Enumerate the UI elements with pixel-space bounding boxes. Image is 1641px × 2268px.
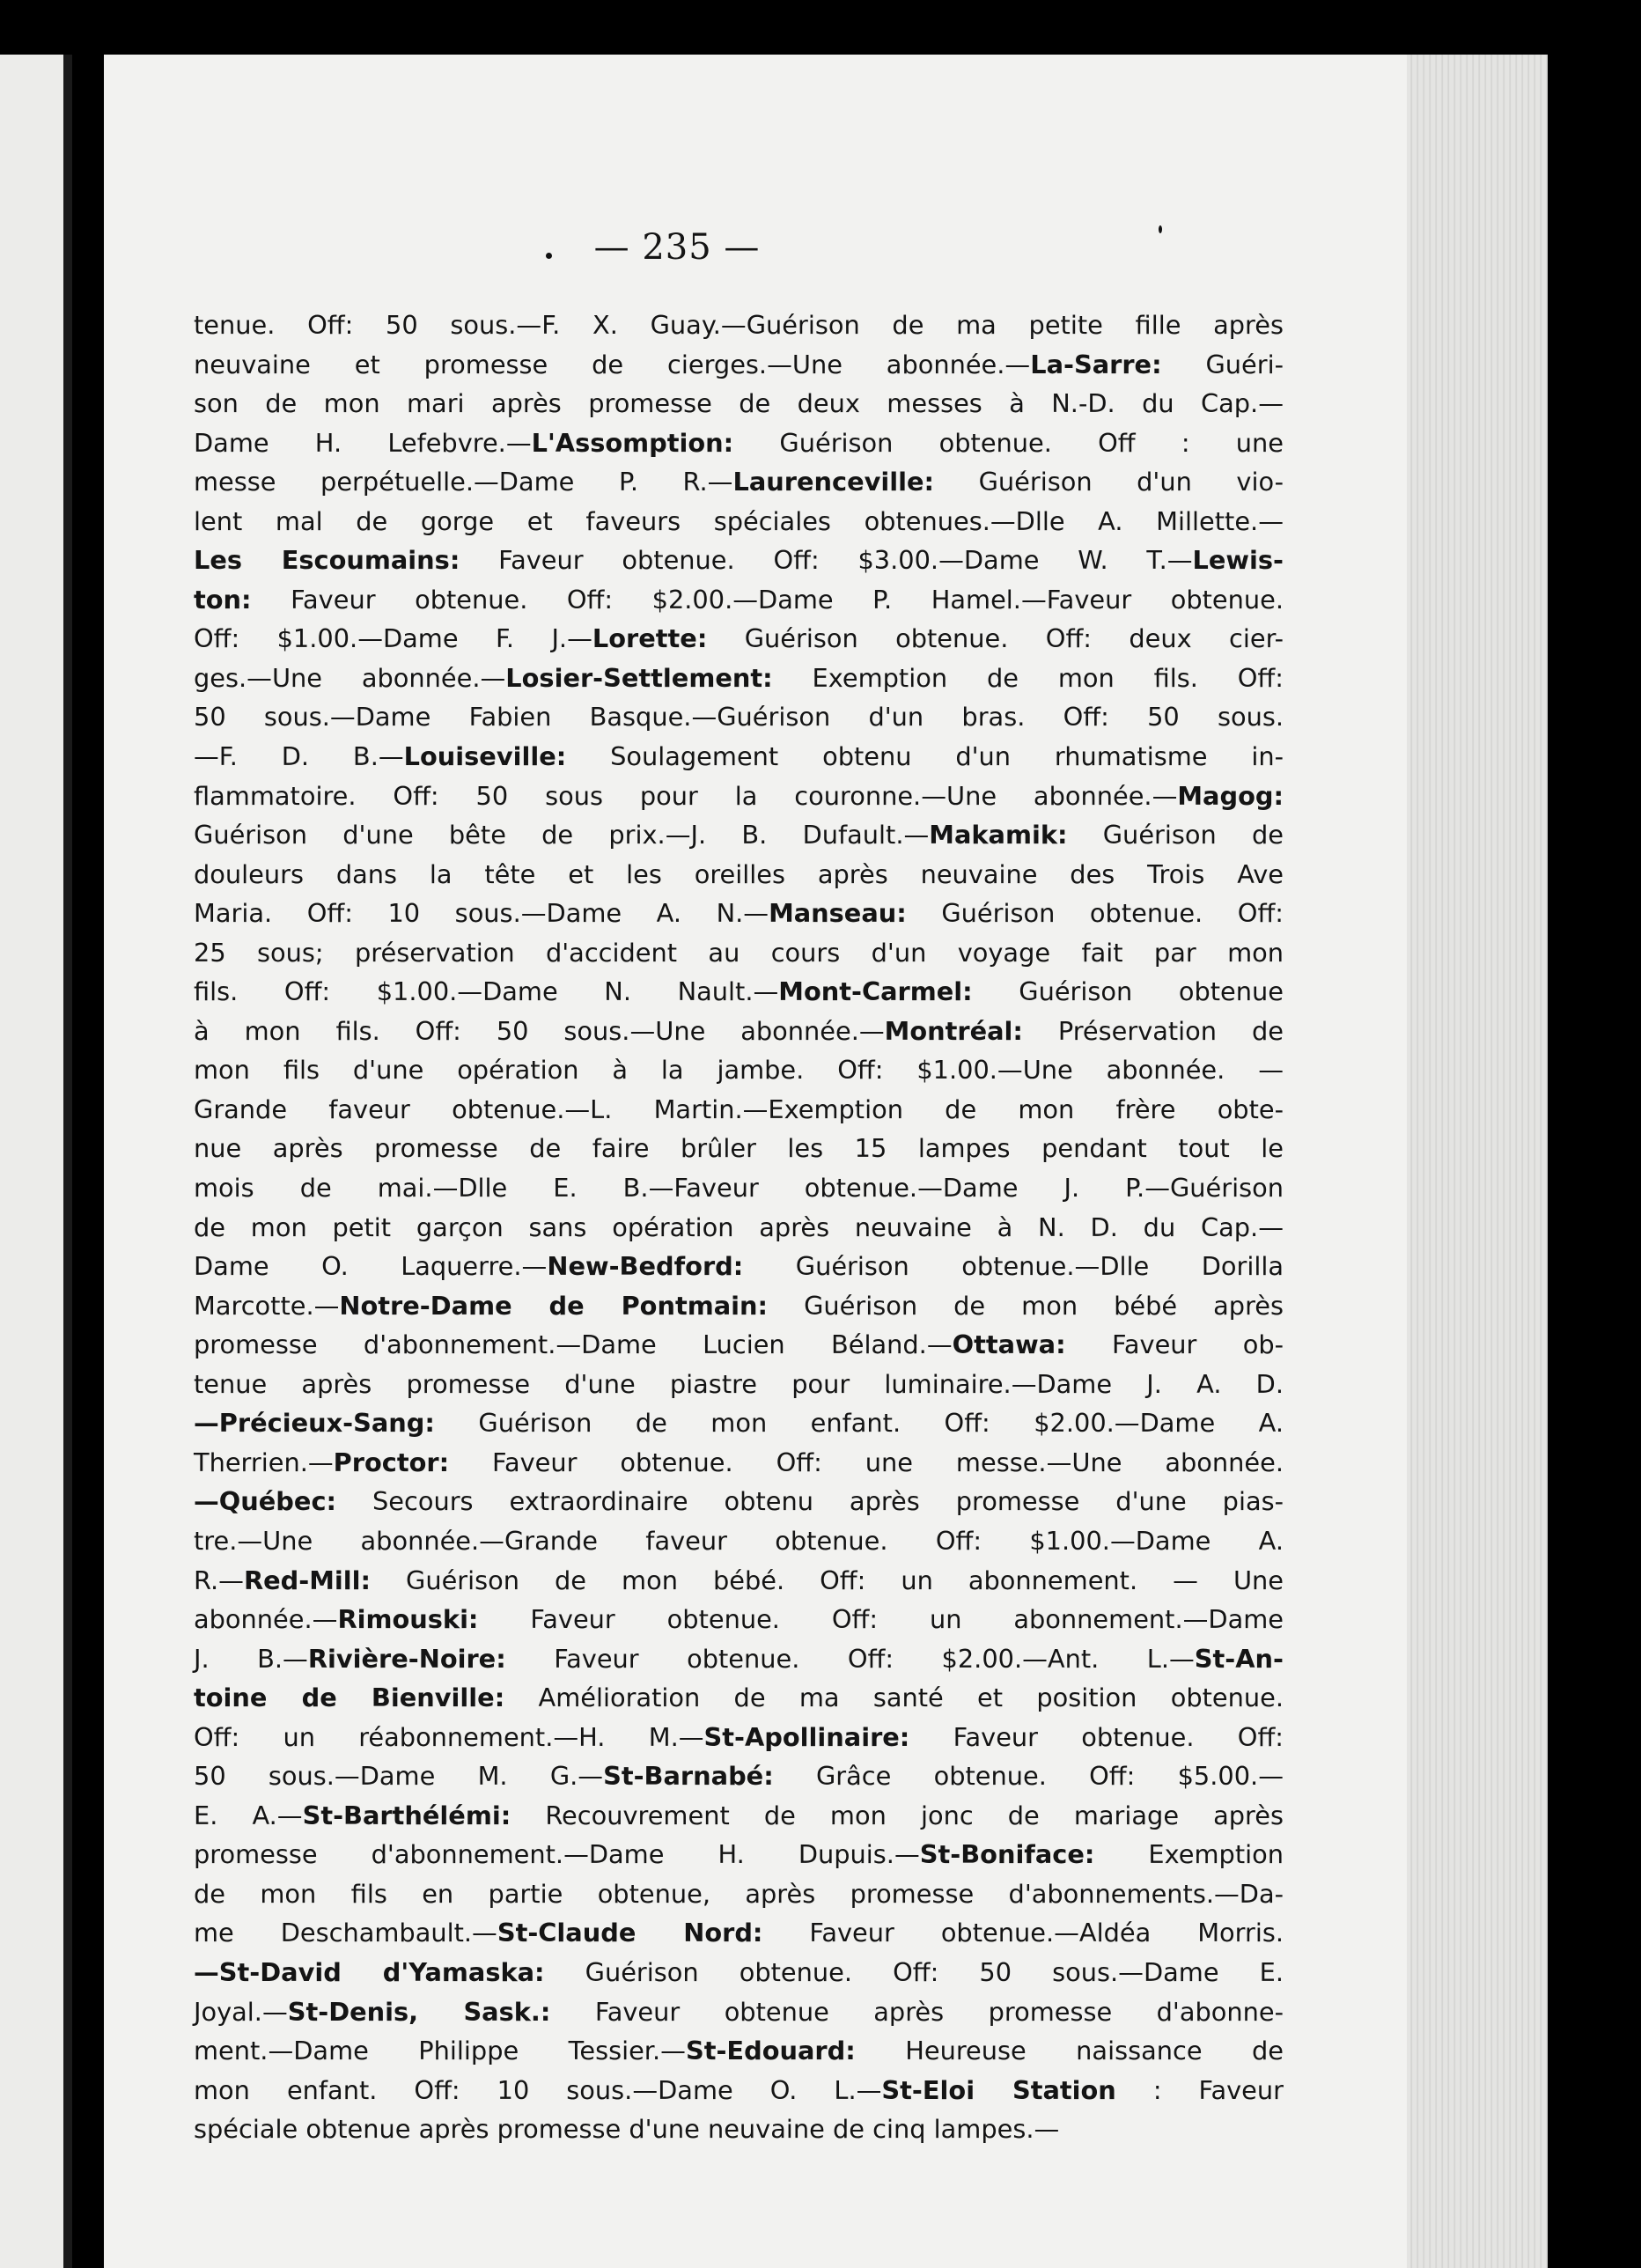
- text-run: Amélioration de ma santé et position obtenue.: [504, 1683, 1284, 1713]
- text-run: Grâce obtenue. Off: $5.00.—: [773, 1761, 1284, 1792]
- text-run: Off: $1.00.—Dame F. J.—: [194, 623, 592, 654]
- text-run: 25 sous; préservation d'accident au cours d'un voyage fait par mon: [194, 937, 1284, 968]
- place-name: —Québec:: [194, 1486, 337, 1517]
- text-run: Recouvrement de mon jonc de mariage après: [511, 1800, 1284, 1830]
- place-name: ton:: [194, 584, 252, 615]
- text-line: [194, 972, 1284, 1012]
- place-name: Notre-Dame de Pontmain:: [339, 1290, 769, 1321]
- text-run: Guérison obtenue. Off : une: [733, 427, 1284, 458]
- text-line: [194, 697, 1284, 737]
- place-name: —Précieux-Sang:: [194, 1408, 435, 1439]
- text-line: [194, 1992, 1284, 2032]
- place-name: Mont-Carmel:: [778, 976, 973, 1007]
- text-run: Guérison obtenue: [972, 976, 1284, 1007]
- text-run: à mon fils. Off: 50 sous.—Une abonnée.—: [194, 1015, 885, 1046]
- place-name: Makamik:: [929, 820, 1068, 850]
- text-run: Guérison obtenue. Off: 50 sous.—Dame E.: [544, 1956, 1284, 1987]
- text-run: lent mal de gorge et faveurs spéciales obtenues.—Dlle A. Millette.—: [194, 505, 1284, 536]
- text-run: Faveur obtenue après promesse d'abonne-: [550, 1996, 1284, 2027]
- text-run: Maria. Off: 10 sous.—Dame A. N.—: [194, 898, 769, 929]
- place-name: Losier-Settlement:: [505, 662, 773, 693]
- place-name: Rivière-Noire:: [307, 1643, 506, 1674]
- text-line: [194, 502, 1284, 541]
- text-run: ges.—Une abonnée.—: [194, 662, 506, 693]
- place-name: Laurenceville:: [732, 467, 935, 497]
- text-line: [194, 1090, 1284, 1130]
- text-line: [194, 815, 1284, 855]
- text-line: [194, 1561, 1284, 1601]
- text-line: [194, 1639, 1284, 1679]
- text-run: Guérison d'un vio-: [934, 467, 1284, 497]
- text-line: [194, 1168, 1284, 1208]
- text-line: [194, 384, 1284, 423]
- text-line: [194, 580, 1284, 620]
- text-run: Exemption de mon fils. Off:: [772, 662, 1284, 693]
- text-run: 50 sous.—Dame M. G.—: [194, 1761, 604, 1792]
- text-run: mon enfant. Off: 10 sous.—Dame O. L.—: [194, 2074, 882, 2105]
- text-line: [194, 1403, 1284, 1443]
- text-run: tenue. Off: 50 sous.—F. X. Guay.—Guérison de ma petite fille après: [194, 310, 1284, 340]
- text-line: [194, 1874, 1284, 1914]
- text-line: [194, 1718, 1284, 1757]
- text-line: [194, 933, 1284, 973]
- place-name: St-Edouard:: [685, 2036, 856, 2066]
- text-run: E. A.—: [194, 1800, 303, 1830]
- text-line: [194, 1678, 1284, 1718]
- text-run: 50 sous.—Dame Fabien Basque.—Guérison d'un bras. Off: 50 sous.: [194, 702, 1284, 733]
- text-run: son de mon mari après promesse de deux messes à N.-D. du Cap.—: [194, 388, 1284, 419]
- text-run: Grande faveur obtenue.—L. Martin.—Exemption de mon frère obte-: [194, 1094, 1284, 1124]
- text-run: spéciale obtenue après promesse d'une neuvaine de cinq lampes.—: [194, 2114, 1060, 2145]
- text-line: [194, 1953, 1284, 1992]
- text-run: nue après promesse de faire brûler les 15 lampes pendant tout le: [194, 1133, 1284, 1164]
- text-line: [194, 2071, 1284, 2110]
- text-line: [194, 1050, 1284, 1090]
- text-run: promesse d'abonnement.—Dame H. Dupuis.—: [194, 1839, 920, 1870]
- text-line: [194, 1443, 1284, 1483]
- text-line: [194, 619, 1284, 659]
- text-run: Dame O. Laquerre.—: [194, 1251, 548, 1282]
- place-name: Red-Mill:: [243, 1565, 371, 1595]
- text-run: flammatoire. Off: 50 sous pour la couronne.—Une abonnée.—: [194, 780, 1178, 811]
- page-number: — 235 —: [593, 227, 761, 268]
- text-run: Faveur obtenue. Off:: [909, 1721, 1284, 1752]
- place-name: Lewis-: [1192, 545, 1284, 576]
- text-line: [194, 894, 1284, 933]
- text-line: [194, 1913, 1284, 1953]
- text-run: Faveur obtenue.—Aldéa Morris.: [762, 1918, 1284, 1948]
- place-name: Magog:: [1177, 780, 1284, 811]
- text-run: Therrien.—: [194, 1447, 334, 1477]
- text-run: Guérison obtenue. Off: deux cier-: [707, 623, 1284, 654]
- text-run: Faveur obtenue. Off: un abonnement.—Dame: [478, 1604, 1284, 1635]
- place-name: St-An-: [1194, 1643, 1284, 1674]
- text-line: [194, 1482, 1284, 1521]
- place-name: La-Sarre:: [1030, 349, 1162, 379]
- text-line: [194, 306, 1284, 345]
- place-name: toine de Bienville:: [194, 1683, 505, 1713]
- text-line: [194, 1208, 1284, 1248]
- text-run: Soulagement obtenu d'un rhumatisme in-: [566, 741, 1284, 772]
- place-name: St-Denis, Sask.:: [287, 1996, 551, 2027]
- body-text: [194, 306, 1284, 2149]
- text-run: de mon fils en partie obtenue, après promesse d'abonnements.—Da-: [194, 1878, 1284, 1909]
- text-run: ment.—Dame Philippe Tessier.—: [194, 2036, 686, 2066]
- text-run: Préservation de: [1022, 1015, 1284, 1046]
- place-name: Lorette:: [592, 623, 708, 654]
- text-run: Guérison obtenue. Off:: [906, 898, 1284, 929]
- text-run: de mon petit garçon sans opération après neuvaine à N. D. du Cap.—: [194, 1211, 1284, 1242]
- text-line: [194, 1129, 1284, 1168]
- text-line: [194, 423, 1284, 463]
- text-run: Guérison obtenue.—Dlle Dorilla: [743, 1251, 1284, 1282]
- text-run: promesse d'abonnement.—Dame Lucien Béland.—: [194, 1329, 953, 1360]
- place-name: Proctor:: [333, 1447, 450, 1477]
- text-line: [194, 1012, 1284, 1051]
- text-line: [194, 737, 1284, 777]
- place-name: St-Boniface:: [919, 1839, 1095, 1870]
- text-line: [194, 855, 1284, 895]
- text-line: [194, 1521, 1284, 1561]
- place-name: Louiseville:: [403, 741, 567, 772]
- text-run: douleurs dans la tête et les oreilles après neuvaine des Trois Ave: [194, 858, 1284, 889]
- text-run: J. B.—: [194, 1643, 308, 1674]
- text-run: me Deschambault.—: [194, 1918, 497, 1948]
- place-name: Montréal:: [884, 1015, 1023, 1046]
- text-line: [194, 541, 1284, 580]
- text-run: Guéri-: [1161, 349, 1284, 379]
- text-run: R.—: [194, 1565, 244, 1595]
- text-run: mon fils d'une opération à la jambe. Off: $1.00.—Une abonnée. —: [194, 1055, 1284, 1086]
- text-line: [194, 1835, 1284, 1874]
- text-run: fils. Off: $1.00.—Dame N. Nault.—: [194, 976, 779, 1007]
- text-run: Faveur obtenue. Off: $2.00.—Ant. L.—: [505, 1643, 1195, 1674]
- text-run: : Faveur: [1115, 2074, 1284, 2105]
- page-edges: [1407, 55, 1548, 2268]
- text-line: [194, 777, 1284, 816]
- text-run: Faveur obtenue. Off: $2.00.—Dame P. Hamel.—Faveur obtenue.: [251, 584, 1284, 615]
- text-run: Exemption: [1094, 1839, 1284, 1870]
- place-name: Ottawa:: [952, 1329, 1066, 1360]
- facing-page-edge: [0, 55, 72, 2268]
- place-name: Rimouski:: [337, 1604, 479, 1635]
- text-run: abonnée.—: [194, 1604, 338, 1635]
- text-line: [194, 1756, 1284, 1796]
- text-run: Guérison de mon bébé après: [768, 1290, 1284, 1321]
- text-line: [194, 1325, 1284, 1365]
- place-name: —St-David d'Yamaska:: [194, 1956, 545, 1987]
- text-run: Guérison d'une bête de prix.—J. B. Dufault.—: [194, 820, 930, 850]
- text-line: [194, 1247, 1284, 1286]
- place-name: New-Bedford:: [547, 1251, 744, 1282]
- text-run: tenue après promesse d'une piastre pour luminaire.—Dame J. A. D.: [194, 1368, 1284, 1399]
- place-name: L'Assomption:: [531, 427, 734, 458]
- text-line: [194, 2110, 1284, 2149]
- place-name: St-Claude Nord:: [497, 1918, 763, 1948]
- text-run: tre.—Une abonnée.—Grande faveur obtenue. Off: $1.00.—Dame A.: [194, 1525, 1284, 1556]
- text-line: [194, 345, 1284, 385]
- text-run: Faveur ob-: [1065, 1329, 1284, 1360]
- text-line: [194, 659, 1284, 698]
- place-name: Manseau:: [769, 898, 907, 929]
- text-run: Faveur obtenue. Off: $3.00.—Dame W. T.—: [460, 545, 1193, 576]
- text-line: [194, 462, 1284, 502]
- text-run: Guérison de mon bébé. Off: un abonnement. — Une: [371, 1565, 1284, 1595]
- text-line: [194, 2031, 1284, 2071]
- text-run: Dame H. Lefebvre.—: [194, 427, 532, 458]
- place-name: St-Eloi Station: [881, 2074, 1116, 2105]
- text-line: [194, 1365, 1284, 1404]
- place-name: Les Escoumains:: [194, 545, 460, 576]
- text-line: [194, 1600, 1284, 1639]
- text-line: [194, 1286, 1284, 1326]
- text-run: Joyal.—: [194, 1996, 288, 2027]
- text-run: neuvaine et promesse de cierges.—Une abonnée.—: [194, 349, 1031, 379]
- text-run: —F. D. B.—: [194, 741, 404, 772]
- text-run: mois de mai.—Dlle E. B.—Faveur obtenue.—Dame J. P.—Guérison: [194, 1173, 1284, 1204]
- text-run: Marcotte.—: [194, 1290, 340, 1321]
- text-run: Heureuse naissance de: [855, 2036, 1284, 2066]
- place-name: St-Apollinaire:: [703, 1721, 910, 1752]
- text-run: Guérison de mon enfant. Off: $2.00.—Dame A.: [434, 1408, 1284, 1439]
- text-line: [194, 1796, 1284, 1836]
- text-run: Secours extraordinaire obtenu après promesse d'une pias-: [336, 1486, 1284, 1517]
- place-name: St-Barnabé:: [603, 1761, 774, 1792]
- place-name: St-Barthélémi:: [302, 1800, 511, 1830]
- text-run: Guérison de: [1067, 820, 1284, 850]
- text-run: Off: un réabonnement.—H. M.—: [194, 1721, 704, 1752]
- text-run: messe perpétuelle.—Dame P. R.—: [194, 467, 733, 497]
- text-run: Faveur obtenue. Off: une messe.—Une abonnée.: [449, 1447, 1284, 1477]
